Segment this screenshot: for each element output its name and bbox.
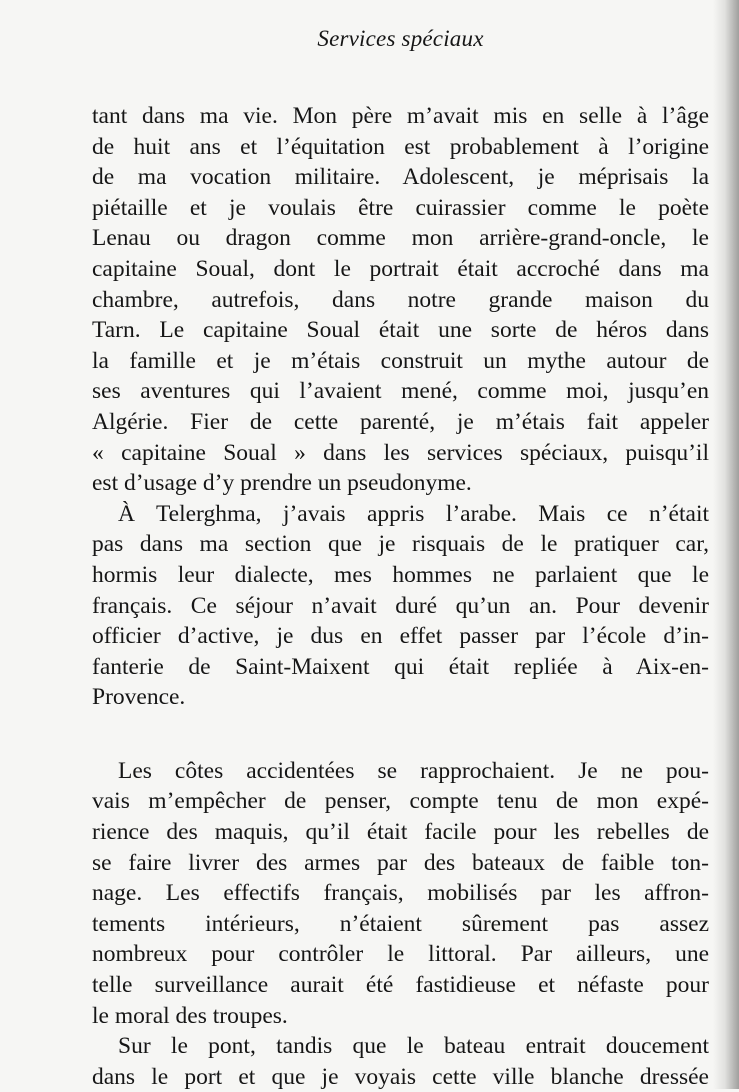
text-line: de ma vocation militaire. Adolescent, je méprisais la [92, 164, 709, 191]
text-line: Provence. [92, 684, 186, 711]
text-line: la famille et je m’étais construit un mythe autour de [92, 347, 709, 374]
text-line: le moral des troupes. [92, 1002, 288, 1029]
text-line: ses aventures qui l’avaient mené, comme moi, jusqu’en [92, 378, 709, 405]
text-line: Lenau ou dragon comme mon arrière-grand-oncle, le [92, 225, 709, 252]
text-line: de huit ans et l’équitation est probablement à l’origine [92, 133, 709, 160]
text-line: tant dans ma vie. Mon père m’avait mis en selle à l’âge [92, 103, 709, 129]
text-line: officier d’active, je dus en effet passer par l’école d’in- [92, 623, 709, 650]
text-line: rience des maquis, qu’il était facile pour les rebelles de [92, 819, 709, 846]
text-line: nage. Les effectifs français, mobilisés par les affron- [92, 880, 709, 907]
text-line: fanterie de Saint-Maixent qui était repliée à Aix-en- [92, 653, 709, 680]
text-line: se faire livrer des armes par des bateaux de faible ton- [92, 849, 709, 876]
section-break [92, 713, 709, 756]
text-line: tements intérieurs, n’étaient sûrement pas assez [92, 910, 709, 937]
text-line: vais m’empêcher de penser, compte tenu de mon expé- [92, 788, 709, 815]
paragraph [92, 1031, 709, 1092]
text-line: dans le port et que je voyais cette ville blanche dressée [92, 1063, 709, 1090]
text-line: À Telerghma, j’avais appris l’arabe. Mais ce n’était [118, 500, 709, 527]
text-line: est d’usage d’y prendre un pseudonyme. [92, 470, 472, 497]
running-head: Services spéciaux [317, 26, 484, 51]
text-line: nombreux pour contrôler le littoral. Par ailleurs, une [92, 941, 709, 968]
paragraph [92, 499, 709, 713]
text-line: Les côtes accidentées se rapprochaient. Je ne pou- [118, 757, 709, 784]
text-line: telle surveillance aurait été fastidieuse et néfaste pour [92, 972, 709, 999]
text-line: capitaine Soual, dont le portrait était accroché dans ma [92, 255, 709, 282]
paragraph [92, 101, 709, 499]
body-text [92, 101, 709, 1092]
text-line: pas dans ma section que je risquais de le pratiquer car, [92, 531, 709, 558]
text-line: français. Ce séjour n’avait duré qu’un an. Pour devenir [92, 592, 709, 619]
text-line: hormis leur dialecte, mes hommes ne parlaient que le [92, 561, 709, 588]
text-line: Tarn. Le capitaine Soual était une sorte de héros dans [92, 317, 709, 344]
text-line: chambre, autrefois, dans notre grande maison du [92, 286, 709, 313]
text-line: piétaille et je voulais être cuirassier comme le poète [92, 194, 709, 221]
text-line: « capitaine Soual » dans les services spéciaux, puisqu’il [92, 439, 709, 466]
text-line: Algérie. Fier de cette parenté, je m’étais fait appeler [92, 408, 709, 435]
paragraph [92, 756, 709, 1031]
page-edge-shadow [713, 0, 739, 1089]
text-line: Sur le pont, tandis que le bateau entrait doucement [118, 1033, 709, 1060]
